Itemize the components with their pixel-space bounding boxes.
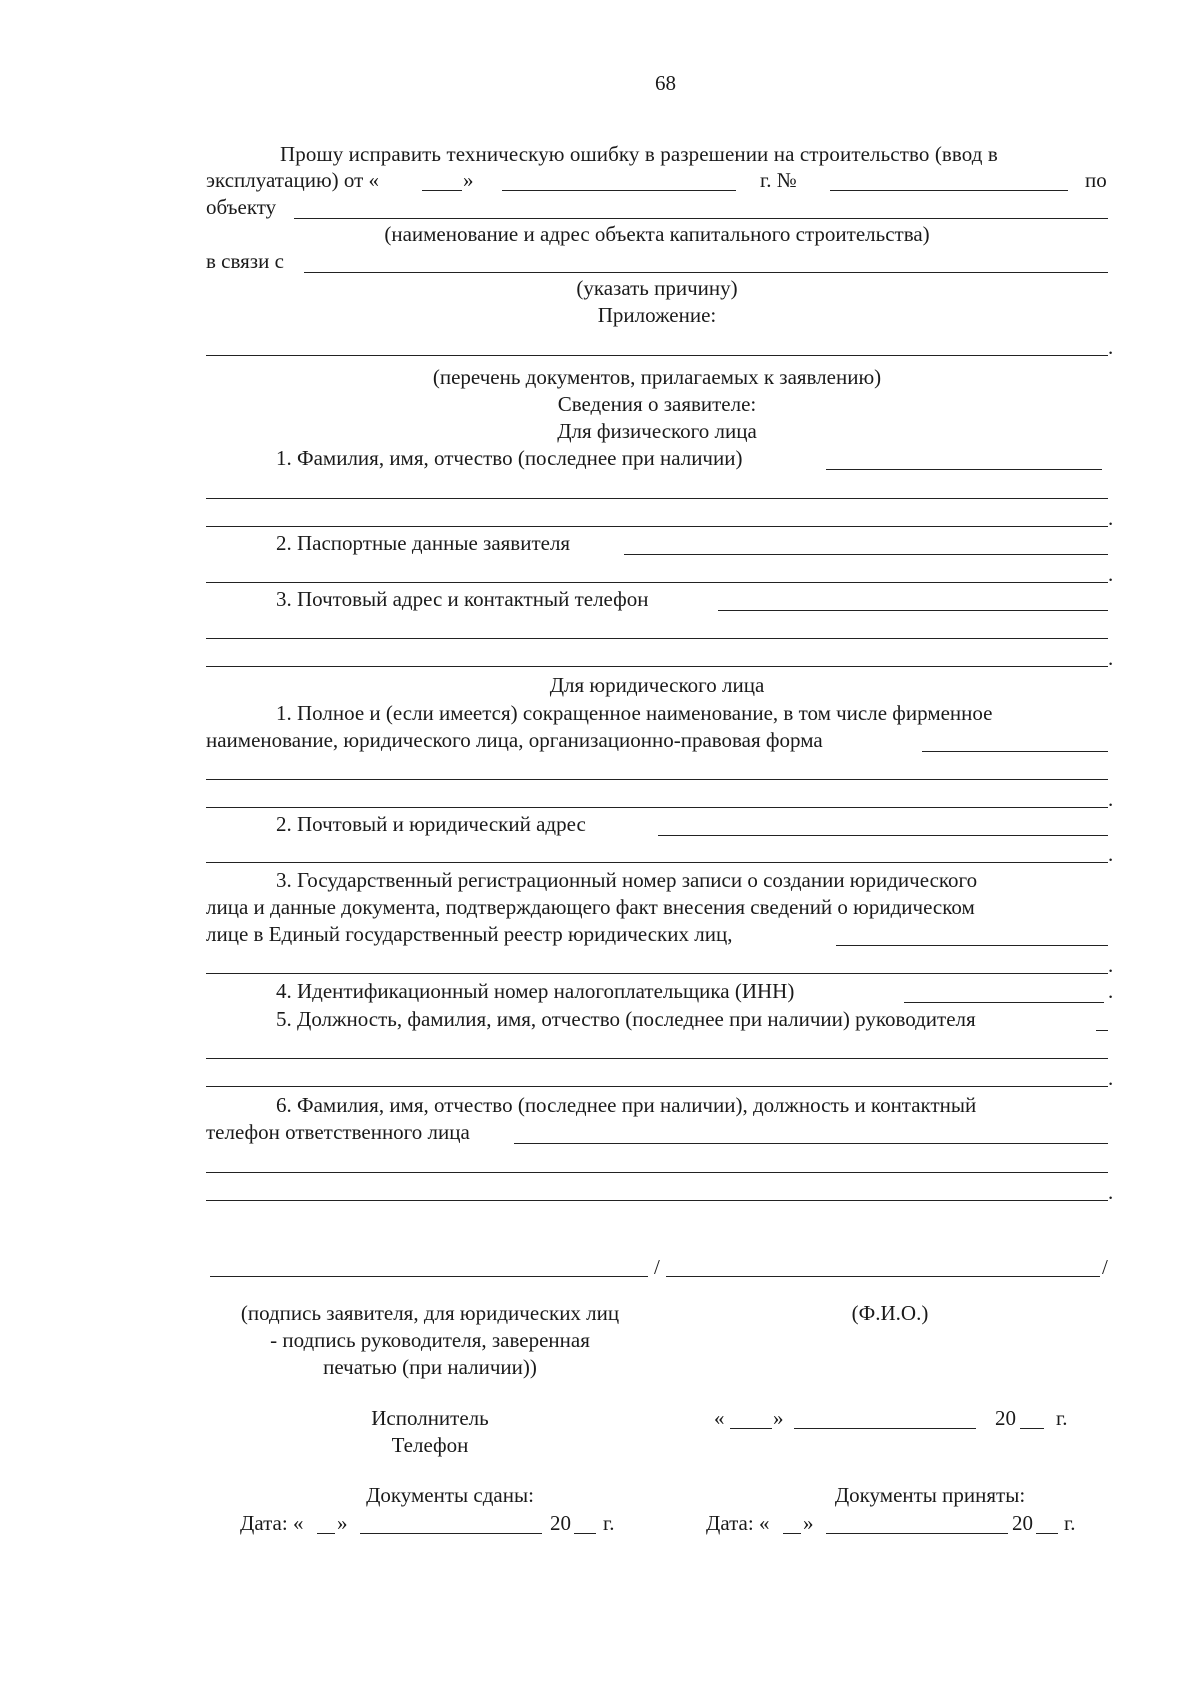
documents-accepted-label: Документы приняты: (834, 1483, 1026, 1507)
request-line-2-start: эксплуатацию) от « (206, 168, 380, 192)
individual-name-line-3[interactable] (206, 526, 1108, 527)
responsible-person-end-dot: . (1108, 1180, 1114, 1204)
executor-phone-label: Телефон (391, 1433, 469, 1457)
reason-caption: (указать причину) (576, 276, 738, 300)
accepted-month-field[interactable] (826, 1533, 1008, 1534)
legal-item-5: 5. Должность, фамилия, имя, отчество (последнее при наличии) руководителя (276, 1007, 976, 1031)
attachment-label: Приложение: (597, 303, 717, 327)
attachment-end-dot: . (1108, 335, 1114, 359)
signature-slash-1: / (654, 1255, 660, 1279)
applicant-heading: Сведения о заявителе: (557, 392, 757, 416)
legal-name-end-dot: . (1108, 787, 1114, 811)
inn-field[interactable] (904, 1002, 1104, 1003)
legal-name-line-3[interactable] (206, 807, 1108, 808)
accepted-date-prefix: Дата: « (706, 1511, 770, 1535)
date-field[interactable] (502, 190, 736, 191)
inn-end-dot: . (1108, 979, 1114, 1003)
legal-item-3-line-1: 3. Государственный регистрационный номер записи о создании юридического (276, 868, 978, 892)
documents-submitted-label: Документы сданы: (366, 1483, 534, 1507)
submitted-year-field[interactable] (574, 1533, 596, 1534)
fio-field[interactable] (666, 1276, 1100, 1277)
fio-caption: (Ф.И.О.) (851, 1301, 929, 1325)
director-line-3[interactable] (206, 1086, 1108, 1087)
legal-item-3-line-3: лице в Единый государственный реестр юридических лиц, (206, 922, 733, 946)
egrul-line-2[interactable] (206, 973, 1108, 974)
executor-date-close-quote: » (773, 1406, 784, 1430)
individual-name-field[interactable] (826, 469, 1102, 470)
responsible-person-field[interactable] (514, 1143, 1108, 1144)
submitted-month-field[interactable] (360, 1533, 542, 1534)
attachment-caption: (перечень документов, прилагаемых к заявлению) (432, 365, 882, 389)
legal-item-1-line-2: наименование, юридического лица, организационно-правовая форма (206, 728, 823, 752)
address-phone-line-3[interactable] (206, 666, 1108, 667)
object-po-label: по (1085, 168, 1107, 192)
legal-heading: Для юридического лица (549, 673, 765, 697)
day-close-quote: » (463, 168, 474, 192)
executor-label: Исполнитель (371, 1406, 489, 1430)
accepted-year-prefix: 20 (1012, 1511, 1033, 1535)
day-field[interactable] (422, 190, 462, 191)
executor-date-open-quote: « (714, 1406, 725, 1430)
individual-name-line-2[interactable] (206, 498, 1108, 499)
responsible-person-line-2[interactable] (206, 1172, 1108, 1173)
legal-item-1-line-1: 1. Полное и (если имеется) сокращенное наименование, в том числе фирменное (276, 701, 993, 725)
legal-address-field[interactable] (658, 835, 1108, 836)
attachment-field[interactable] (206, 355, 1108, 356)
legal-item-2: 2. Почтовый и юридический адрес (276, 812, 586, 836)
egrul-field[interactable] (836, 945, 1108, 946)
individual-item-1: 1. Фамилия, имя, отчество (последнее при наличии) (276, 446, 743, 470)
submitted-day-field[interactable] (317, 1533, 335, 1534)
executor-month-field[interactable] (794, 1428, 976, 1429)
individual-item-3: 3. Почтовый адрес и контактный телефон (276, 587, 649, 611)
submitted-date-close-quote: » (337, 1511, 348, 1535)
legal-item-6-line-1: 6. Фамилия, имя, отчество (последнее при наличии), должность и контактный (276, 1093, 977, 1117)
accepted-year-suffix: г. (1064, 1511, 1076, 1535)
executor-year-suffix: г. (1056, 1406, 1068, 1430)
year-label: г. № (760, 168, 797, 192)
address-phone-line-2[interactable] (206, 638, 1108, 639)
legal-item-3-line-2: лица и данные документа, подтверждающего факт внесения сведений о юридическом (206, 895, 975, 919)
signature-caption-line-3: печатью (при наличии)) (323, 1355, 537, 1379)
object-label: объекту (206, 195, 277, 219)
passport-end-dot: . (1108, 562, 1114, 586)
reason-label: в связи с (206, 249, 284, 273)
passport-line-2[interactable] (206, 582, 1108, 583)
object-field[interactable] (294, 218, 1108, 219)
legal-name-line-2[interactable] (206, 779, 1108, 780)
signature-slash-2: / (1102, 1255, 1108, 1279)
legal-name-field[interactable] (922, 751, 1108, 752)
egrul-end-dot: . (1108, 953, 1114, 977)
legal-item-4: 4. Идентификационный номер налогоплательщика (ИНН) (276, 979, 795, 1003)
executor-day-field[interactable] (730, 1428, 772, 1429)
accepted-day-field[interactable] (783, 1533, 801, 1534)
individual-heading: Для физического лица (557, 419, 757, 443)
director-end-dot: . (1108, 1066, 1114, 1090)
reason-field[interactable] (304, 272, 1108, 273)
submitted-year-prefix: 20 (550, 1511, 571, 1535)
director-field[interactable] (1096, 1030, 1108, 1031)
legal-address-end-dot: . (1108, 842, 1114, 866)
signature-field[interactable] (210, 1276, 648, 1277)
page-number: 68 (655, 71, 676, 95)
permit-number-field[interactable] (830, 190, 1068, 191)
signature-caption-line-2: - подпись руководителя, заверенная (270, 1328, 590, 1352)
object-caption: (наименование и адрес объекта капитального строительства) (384, 222, 930, 246)
executor-year-prefix: 20 (995, 1406, 1016, 1430)
signature-caption-line-1: (подпись заявителя, для юридических лиц (240, 1301, 620, 1325)
submitted-date-prefix: Дата: « (240, 1511, 304, 1535)
individual-item-2: 2. Паспортные данные заявителя (276, 531, 571, 555)
accepted-date-close-quote: » (803, 1511, 814, 1535)
passport-field[interactable] (624, 554, 1108, 555)
executor-year-field[interactable] (1020, 1428, 1044, 1429)
accepted-year-field[interactable] (1036, 1533, 1058, 1534)
legal-item-6-line-2: телефон ответственного лица (206, 1120, 470, 1144)
individual-name-end-dot: . (1108, 506, 1114, 530)
address-phone-end-dot: . (1108, 646, 1114, 670)
address-phone-field[interactable] (718, 610, 1108, 611)
legal-address-line-2[interactable] (206, 862, 1108, 863)
submitted-year-suffix: г. (603, 1511, 615, 1535)
responsible-person-line-3[interactable] (206, 1200, 1108, 1201)
director-line-2[interactable] (206, 1058, 1108, 1059)
request-line-1: Прошу исправить техническую ошибку в разрешении на строительство (ввод в (280, 142, 998, 166)
